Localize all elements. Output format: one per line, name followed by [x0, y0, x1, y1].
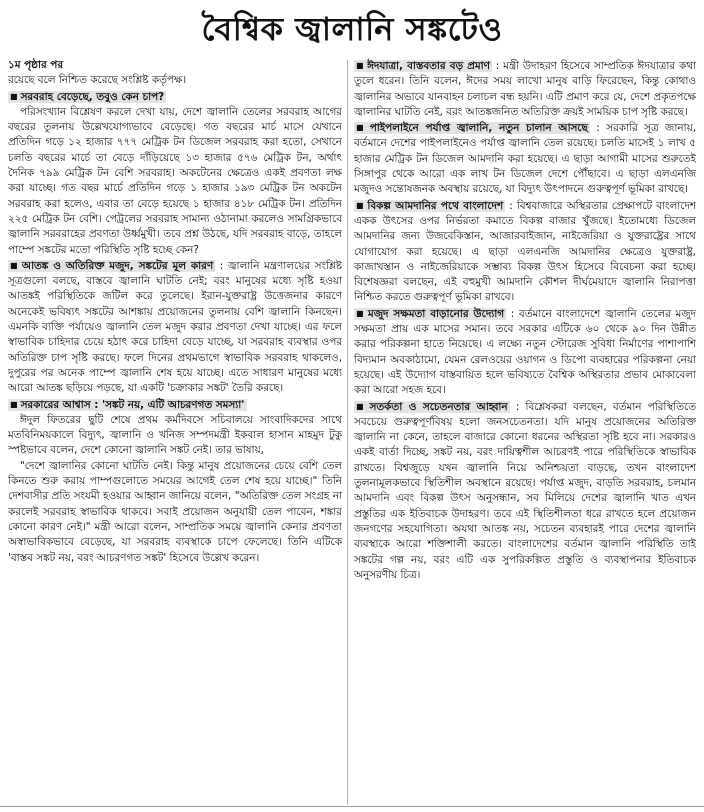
subheading-imports: ■ বিকল্প আমদানির পথে বাংলাদেশ	[354, 200, 505, 212]
subheading-supply-label: ■ সরবরাহ বেড়েছে, তবুও কেন চাপ?	[8, 91, 166, 103]
article-column-left	[8, 58, 342, 808]
paragraph-minister: ঈদুল ফিতরের ছুটি শেষে প্রথম কর্মদিবসে সচিবালয়ে সাংবাদিকদের সাথে মতবিনিময়কালে বিদ্যুৎ, জ্বালানি ও খনিজ সম্পদমন্ত্রী ইকবাল হাসান মাহমুদ টুকু স্পষ্টভাবে বলেন, দেশে কোনো জ্বালানি সঙ্কট নেই। তার ভাষায়,	[8, 413, 342, 457]
paragraph-awareness	[354, 399, 696, 584]
paragraph-eid	[354, 58, 696, 120]
paragraph-storage-text: : বর্তমানে বাংলাদেশে জ্বালানি তেলের মজুদ সক্ষমতা প্রায় এক মাসের সমান। তবে সরকার এটিকে ৬০ থেকে ৯০ দিন উন্নীত করার পরিকল্পনা হাতে নিয়েছে। এ লক্ষ্যে নতুন স্টোরেজ সুবিধা নির্মাণের পাশাপাশি বিদ্যমান অবকাঠামো, যেমন রেলওয়ের ওয়াগন ও ডিপো ব্যবহারের পরিকল্পনা নেয়া হয়েছে। এই উদ্যোগ বাস্তবায়িত হলে ভবিষ্যতে বৈশ্বিক অস্থিরতার প্রভাব মোকাবেলা করা আরো সহজ হবে।	[354, 307, 696, 397]
paragraph-panic	[8, 258, 342, 397]
subheading-panic: ■ আতঙ্ক ও অতিরিক্ত মজুদ, সঙ্কটের মূল কারণ	[8, 260, 215, 272]
footer-rule	[0, 806, 704, 812]
paragraph-storage	[354, 306, 696, 399]
article-column-right	[354, 58, 696, 808]
paragraph-quote: "দেশে জ্বালানির কোনো ঘাটতি নেই। কিন্তু মানুষ প্রয়োজনের চেয়ে বেশি তেল কিনতে শুরু করায় পাম্পগুলোতে সময়ের আগেই তেল শেষ হয়ে যাচ্ছে।" তিনি দেশবাসীর প্রতি সংযমী হওয়ার আহ্বান জানিয়ে বলেন, "অতিরিক্ত তেল সংগ্রহ না করলেই সরবরাহ স্বাভাবিক থাকবে। সবাই প্রয়োজন অনুযায়ী তেল পাবেন, শঙ্কার কোনো কারণ নেই।" মন্ত্রী আরো বলেন, সাম্প্রতিক সময়ে জ্বালানি কেনার প্রবণতা অস্বাভাবিকভাবে বেড়েছে, যা সরবরাহ ব্যবস্থাকে চাপে ফেলেছে। তিনি এটিকে 'বাস্তব সঙ্কট নয়, বরং আচরণগত সঙ্কট' হিসেবে উল্লেখ করেন।	[8, 459, 342, 564]
subheading-storage: ■ মজুদ সক্ষমতা বাড়ানোর উদ্যোগ	[354, 308, 506, 320]
paragraph-panic-text: : জ্বালানি মন্ত্রণালয়ের সংশ্লিষ্ট সূত্রগুলো বলছে, বাস্তবে জ্বালানি ঘাটতি নেই; বরং মানুষের মধ্যে সৃষ্টি হওয়া আতঙ্কই পরিস্থিতিকে জটিল করে তুলেছে। ইরান-যুক্তরাষ্ট্র উত্তেজনার কারণে অনেকেই ভবিষ্যৎ সঙ্কটের আশঙ্কায় প্রয়োজনের তুলনায় বেশি জ্বালানি কিনছেন। এমনকি ব্যক্তি পর্যায়েও জ্বালানি তেল মজুদ করার প্রবণতা দেখা যাচ্ছে। এর ফলে স্বাভাবিক চাহিদার চেয়ে হঠাৎ করে চাহিদা বেড়ে যাচ্ছে, যা সরবরাহ ব্যবস্থার ওপর অতিরিক্ত চাপ সৃষ্টি করছে। ফলে দিনের প্রথমভাগে স্বাভাবিক সরবরাহ থাকলেও, দুপুরের পর অনেক পাম্পে জ্বালানি শেষ হয়ে যাচ্ছে। এতে সাধারণ মানুষের মধ্যে আরো আতঙ্ক ছড়িয়ে পড়ছে, যা একটি 'চক্রাকার সঙ্কট' তৈরি করছে।	[8, 259, 342, 395]
paragraph-pipeline	[354, 120, 696, 197]
paragraph-awareness-text: : বিশ্লেষকরা বলছেন, বর্তমান পরিস্থিতিতে সবচেয়ে গুরুত্বপূর্ণবিষয় হলো জনসচেতনতা। যদি মানুষ প্রয়োজনের অতিরিক্ত জ্বালানি না কেনে, তাহলে বাজারে কোনো ধরনের অস্থিরতা সৃষ্টি হবে না। সরকারও একই বার্তা দিচ্ছে, সঙ্কট নয়, বরং দায়িত্বশীল আচরণই পারে পরিস্থিতিকে স্বাভাবিক রাখতে। বিশ্বজুড়ে যখন জ্বালানি নিয়ে অনিশ্চয়তা বাড়ছে, তখন বাংলাদেশ তুলনামূলকভাবে স্থিতিশীল অবস্থানে রয়েছে। পর্যাপ্ত মজুদ, বাড়তি সরবরাহ, চলমান আমদানি এবং বিকল্প উৎস অনুসন্ধান, সব মিলিয়ে দেশের জ্বালানি খাত এখন প্রস্তুতির এক ইতিবাচক উদাহরণ। তবে এই স্থিতিশীলতা ধরে রাখতে হলে প্রয়োজন জনগণের সহযোগিতা। অযথা আতঙ্ক নয়, সচেতন ব্যবহারই পারে দেশের জ্বালানি ব্যবস্থাকে আরো শক্তিশালী করতে। বাংলাদেশের বর্তমান জ্বালানি পরিস্থিতি তাই সঙ্কটের গল্প নয়, বরং এটি এক সুপরিকল্পিত প্রস্তুতি ও ব্যবস্থাপনার ইতিবাচক অনুসরণীয় চিত্র।	[354, 400, 696, 581]
paragraph-imports	[354, 198, 696, 306]
paragraph-eid-text: : মন্ত্রী উদাহরণ হিসেবে সাম্প্রতিক ঈদযাত্রার কথা তুলে ধরেন। তিনি বলেন, ঈদের সময় লাখো মানুষ বাড়ি ফিরেছেন, কিন্তু কোথাও জ্বালানির অভাবে যানবাহন চলাচল বন্ধ হয়নি। এটি প্রমাণ করে যে, দেশে প্রকৃতপক্ষে জ্বালানির ঘাটতি নেই, বরং আতঙ্কজনিত অতিরিক্ত ক্রয়ই সাময়িক চাপ সৃষ্টি করছে।	[354, 60, 696, 118]
headline: বৈশ্বিক জ্বালানি সঙ্কটেও	[201, 10, 503, 48]
intro-paragraph: রয়েছে বলে নিশ্চিত করেছে সংশ্লিষ্ট কর্তৃপক্ষ।	[8, 74, 187, 87]
subheading-pipeline: ■ পাইপলাইনে পর্যাপ্ত জ্বালানি, নতুন চালান আসছে	[354, 122, 590, 134]
paragraph-imports-text: : বিশ্ববাজারে অস্থিরতার প্রেক্ষাপটে বাংলাদেশ একক উৎসের ওপর নির্ভরতা কমাতে বিকল্প বাজার খুঁজছে। ইতোমধ্যে ডিজেল আমদানির জন্য উজবেকিস্তান, আজারবাইজান, নাইজেরিয়া ও যুক্তরাষ্ট্রের সাথে যোগাযোগ করা হয়েছে। এ ছাড়া এলএনজি আমদানির ক্ষেত্রেও যুক্তরাষ্ট্র, কাজাখস্তান ও নাইজেরিয়াকে সম্ভাব্য বিকল্প উৎস হিসেবে বিবেচনা করা হচ্ছে। বিশেষজ্ঞরা বলছেন, এই বহুমুখী আমদানি কৌশল দীর্ঘমেয়াদে জ্বালানি নিরাপত্তা নিশ্চিত করতে গুরুত্বপূর্ণ ভূমিকা রাখবে।	[354, 199, 696, 304]
page-reference: ১ম পৃষ্ঠার পর	[8, 59, 64, 71]
paragraph-supply: পরিসংখ্যান বিশ্লেষণ করলে দেখা যায়, দেশে জ্বালানি তেলের সরবরাহ আগের বছরের তুলনায় উল্লেখযোগ্যভাবে বেড়েছে। গত বছরের মার্চ মাসে যেখানে প্রতিদিন গড়ে ১২ হাজার ৭৭৭ মেট্রিক টন ডিজেল সরবরাহ করা হতো, সেখানে চলতি বছরের মার্চে তা বেড়ে দাঁড়িয়েছে ১৩ হাজার ৫৭৬ মেট্রিক টন, অর্থাৎ দৈনিক ৭৯৯ মেট্রিক টন বেশি সরবরাহ। অকটেনের ক্ষেত্রেও একই প্রবণতা লক্ষ করা যাচ্ছে। গত বছর মার্চে প্রতিদিন গড়ে ১ হাজার ১৯৩ মেট্রিক টন অকটেন সরবরাহ করা হলেও, এবার তা বেড়ে হয়েছে ১ হাজার ৪১৮ মেট্রিক টন। প্রতিদিন ২২৫ মেট্রিক টন বেশি। পেট্রলের সরবরাহ সামান্য ওঠানামা করলেও সামগ্রিকভাবে জ্বালানি সরবরাহের প্রবণতা উর্ধ্বমুখী। তবে প্রশ্ন উঠছে, যদি সরবরাহ বাড়ে, তাহলে পাম্পে সঙ্কটের মতো পরিস্থিতি সৃষ্টি হচ্ছে কেন?	[8, 105, 342, 256]
subheading-supply	[8, 89, 342, 105]
subheading-awareness: ■ সতর্কতা ও সচেতনতার আহ্বান	[354, 401, 510, 413]
subheading-eid: ■ ঈদযাত্রা, বাস্তবতার বড় প্রমাণ	[354, 60, 492, 72]
subheading-government	[8, 397, 342, 413]
subheading-government-label: ■ সরকারের আশ্বাস : 'সঙ্কট নয়, এটি আচরণগত সমস্যা'	[8, 399, 247, 411]
column-divider	[347, 60, 348, 805]
paragraph-pipeline-text: : সরকারি সূত্র জানায়, বর্তমানে দেশের পাইপলাইনেও পর্যাপ্ত জ্বালানি তেল রয়েছে। চলতি মাসেই ১ লাখ ৫ হাজার মেট্রিক টন ডিজেল আমদানি করা হয়েছে। এ ছাড়া আগামী মাসের শুরুতেই সিঙ্গাপুর থেকে আরো এক লাখ টন ডিজেল দেশে পৌঁছাবে। এ ছাড়া এলএনজি মজুদও সন্তোষজনক অবস্থায় রয়েছে, যা বিদ্যুৎ উৎপাদনে গুরুত্বপূর্ণ ভূমিকা রাখছে।	[354, 122, 696, 196]
